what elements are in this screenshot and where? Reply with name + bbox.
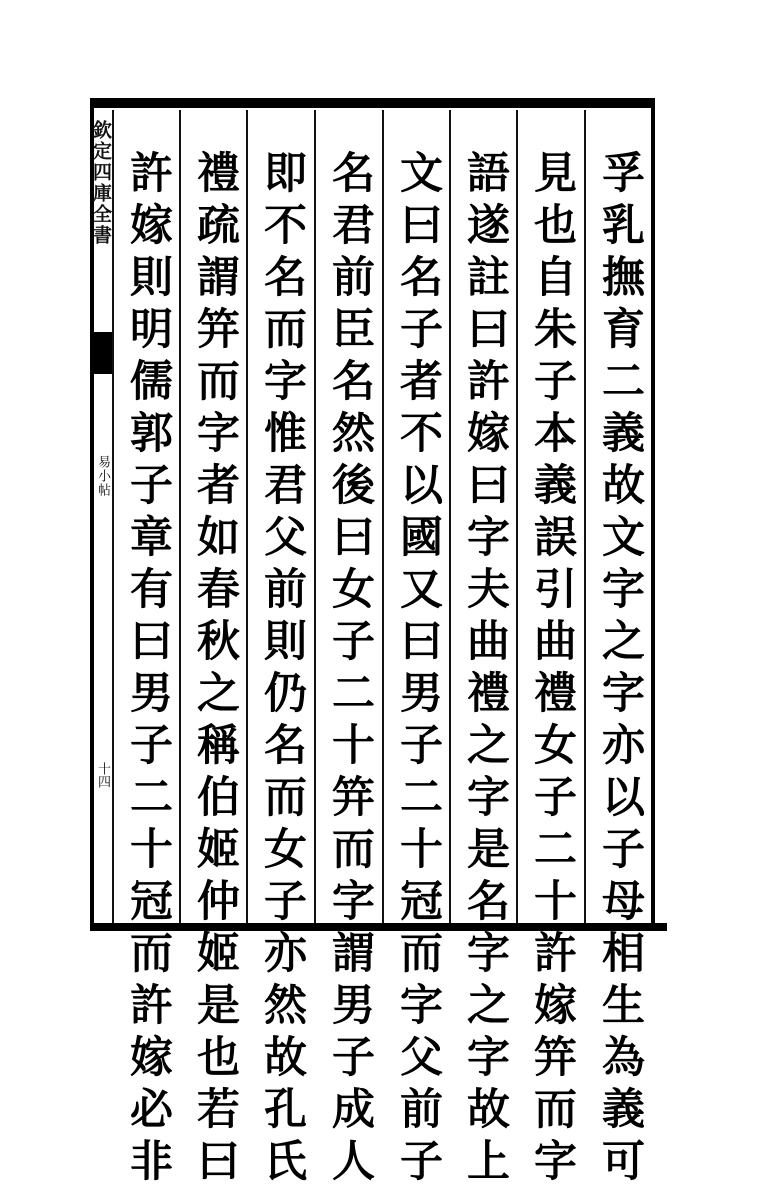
column-divider: [179, 110, 181, 923]
text-column-8: 許嫁則明儒郭子章有曰男子二十冠而許嫁必非: [123, 150, 173, 1190]
right-frame-line: [651, 98, 655, 931]
margin-page-number: 十四: [95, 762, 110, 788]
margin-volume-label: 易小帖: [95, 455, 110, 497]
text-column-2: 見也自朱子本義誤引曲禮女子二十許嫁笄而字: [527, 150, 577, 1190]
text-column-1: 孚乳撫育二義故文字之字亦以子母相生為義可: [595, 150, 645, 1190]
column-divider: [314, 110, 316, 923]
column-divider: [382, 110, 384, 923]
top-border-rule: [92, 98, 655, 108]
column-divider: [584, 110, 586, 923]
text-column-6: 即不名而字惟君父前則仍名而女子亦然故孔氏: [257, 150, 307, 1190]
column-divider: [516, 110, 518, 923]
column-divider: [449, 110, 451, 923]
text-column-4: 文曰名子者不以國又曰男子二十冠而字父前子: [393, 150, 443, 1190]
margin-fishtail-mark: [94, 332, 112, 374]
text-column-5: 名君前臣名然後曰女子二十笄而字謂男子成人: [325, 150, 375, 1190]
text-column-7: 禮疏謂笄而字者如春秋之稱伯姬仲姬是也若曰: [190, 150, 240, 1190]
margin-book-title: 欽定四庫全書: [90, 120, 112, 246]
column-divider: [246, 110, 248, 923]
text-column-3: 語遂註曰許嫁曰字夫曲禮之字是名字之字故上: [460, 150, 510, 1190]
